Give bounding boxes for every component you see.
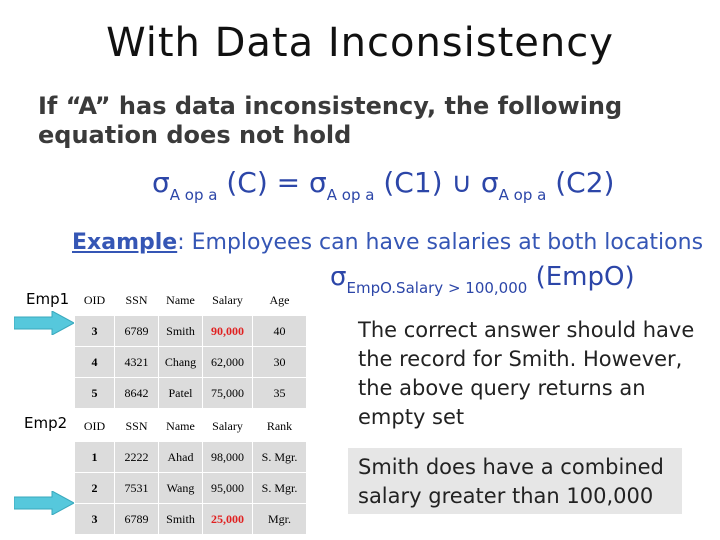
table-cell: S. Mgr. (253, 442, 307, 473)
table-cell: 5 (75, 378, 115, 409)
table-cell: Smith (159, 316, 203, 347)
column-header: Salary (203, 411, 253, 442)
table-cell: Ahad (159, 442, 203, 473)
bullet-text: If “A” has data inconsistency, the following equation does not hold (38, 92, 623, 149)
table-cell: 7531 (115, 473, 159, 504)
table-row (75, 316, 307, 347)
table-cell: 4 (75, 347, 115, 378)
table-cell: Wang (159, 473, 203, 504)
table-row (75, 442, 307, 473)
emp2-label: Emp2 (24, 414, 68, 432)
column-header: SSN (115, 285, 159, 316)
table-cell: S. Mgr. (253, 473, 307, 504)
table-cell: 4321 (115, 347, 159, 378)
column-header: Age (253, 285, 307, 316)
table-cell: 98,000 (203, 442, 253, 473)
highlighted-salary-cell: 90,000 (203, 316, 253, 347)
table-cell: 62,000 (203, 347, 253, 378)
table-cell: Mgr. (253, 504, 307, 535)
equation-lhs: (C) = (217, 166, 310, 199)
table-cell: 2222 (115, 442, 159, 473)
table-cell: 2 (75, 473, 115, 504)
table-cell: 40 (253, 316, 307, 347)
table-cell: 3 (75, 316, 115, 347)
table-cell: 1 (75, 442, 115, 473)
emp2-table (74, 410, 307, 535)
equation-rhs1: (C1) ∪ (374, 166, 481, 199)
selection-equation (152, 166, 614, 204)
emp1-label: Emp1 (26, 290, 70, 308)
column-header: OID (75, 411, 115, 442)
highlighted-salary-cell: 25,000 (203, 504, 253, 535)
table-row (75, 378, 307, 409)
example-text: : Employees can have salaries at both locations (177, 230, 704, 255)
table-cell: 3 (75, 504, 115, 535)
table-header-row (75, 411, 307, 442)
selection-query (330, 262, 720, 296)
table-cell: 6789 (115, 316, 159, 347)
equation-rhs2: (C2) (546, 166, 615, 199)
column-header: Rank (253, 411, 307, 442)
sigma-symbol: σ (330, 262, 347, 292)
table-header-row (75, 285, 307, 316)
equation-subscript: A op a (169, 186, 218, 204)
query-operand: (EmpO) (527, 262, 635, 292)
table-cell: 35 (253, 378, 307, 409)
example-line (72, 230, 703, 255)
query-subscript: EmpO.Salary > 100,000 (346, 279, 528, 296)
table-cell: 75,000 (203, 378, 253, 409)
table-cell: 8642 (115, 378, 159, 409)
table-cell: Smith (159, 504, 203, 535)
column-header: Name (159, 285, 203, 316)
equation-subscript: A op a (326, 186, 375, 204)
explanation-text: The correct answer should have the record for Smith. However, the above query returns an empty set (358, 318, 695, 429)
column-header: Salary (203, 285, 253, 316)
table-row (75, 473, 307, 504)
table-cell: 95,000 (203, 473, 253, 504)
table-cell: 6789 (115, 504, 159, 535)
example-word: Example (72, 230, 178, 255)
equation-subscript: A op a (498, 186, 547, 204)
callout-box: Smith does have a combined salary greater than 100,000 (348, 448, 682, 514)
slide-title: With Data Inconsistency (106, 20, 614, 66)
sigma-symbol: σ (480, 166, 499, 199)
sigma-symbol: σ (309, 166, 327, 199)
sigma-symbol: σ (152, 166, 170, 199)
table-row (75, 504, 307, 535)
emp1-table (74, 284, 307, 409)
table-cell: 30 (253, 347, 307, 378)
column-header: Name (159, 411, 203, 442)
column-header: OID (75, 285, 115, 316)
table-row (75, 347, 307, 378)
arrow-right-icon (14, 491, 74, 515)
column-header: SSN (115, 411, 159, 442)
table-cell: Patel (159, 378, 203, 409)
arrow-right-icon (14, 311, 74, 335)
table-cell: Chang (159, 347, 203, 378)
